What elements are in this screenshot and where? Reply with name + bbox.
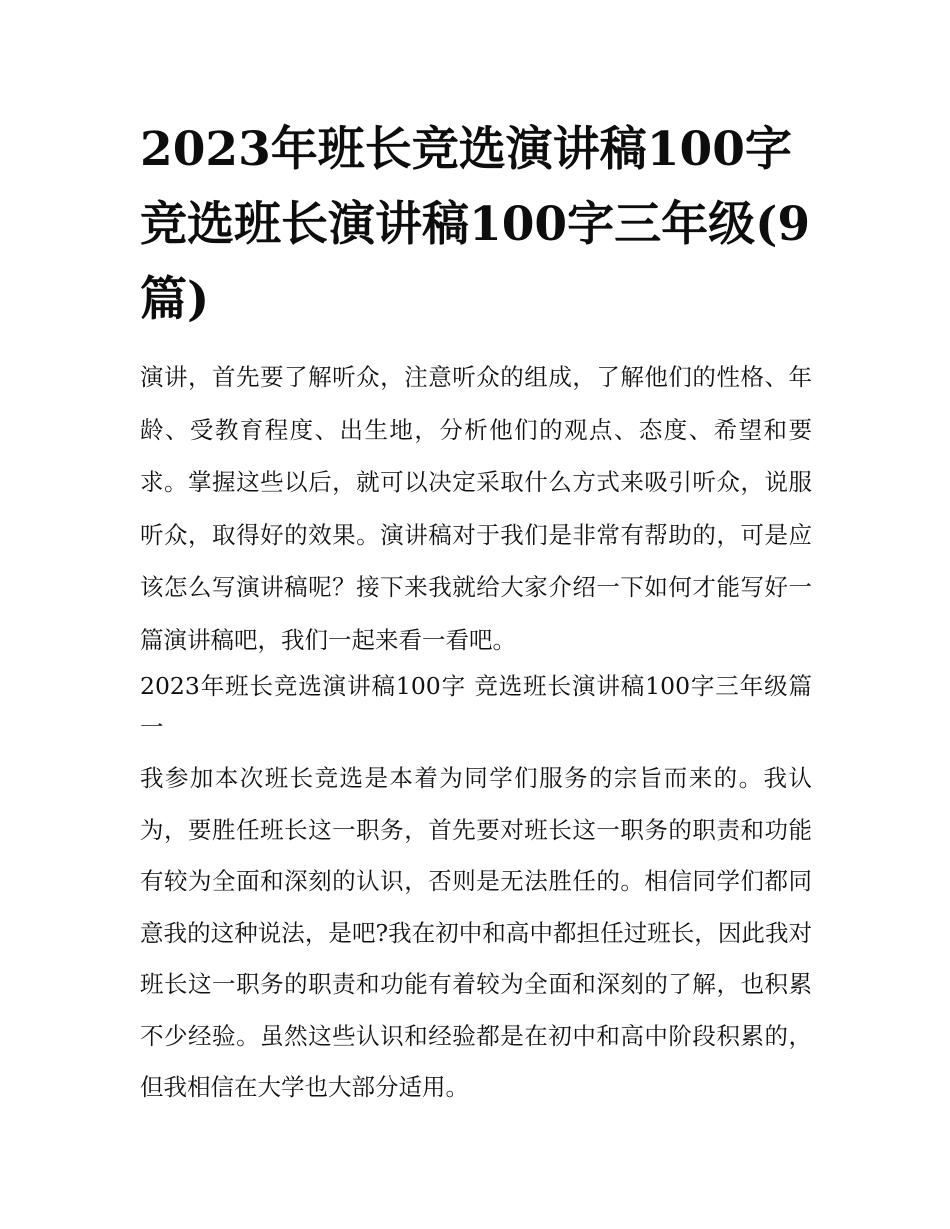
intro-paragraph: 演讲，首先要了解听众，注意听众的组成，了解他们的性格、年龄、受教育程度、出生地，分析他们的观点、态度、希望和要求。掌握这些以后，就可以决定采取什么方式来吸引听众，说服听众，取得好的效果。演讲稿对于我们是非常有帮助的，可是应该怎么写演讲稿呢？接下来我就给大家介绍一下如何才能写好一篇演讲稿吧，我们一起来看一看吧。 — [140, 363, 812, 654]
section-heading: 2023年班长竞选演讲稿100字 竞选班长演讲稿100字三年级篇一 — [140, 672, 812, 741]
document-title: 2023年班长竞选演讲稿100字 竞选班长演讲稿100字三年级(9篇) — [140, 122, 811, 327]
body-paragraph: 我参加本次班长竞选是本着为同学们服务的宗旨而来的。我认为，要胜任班长这一职务，首先要对班长这一职务的职责和功能有较为全面和深刻的认识，否则是无法胜任的。相信同学们都同意我的这种说法，是吧?我在初中和高中都担任过班长，因此我对班长这一职务的职责和功能有着较为全面和深刻的了解，也积累不少经验。虽然这些认识和经验都是在初中和高中阶段积累的，但我相信在大学也大部分适用。 — [140, 764, 812, 1101]
document-page — [140, 112, 812, 1114]
